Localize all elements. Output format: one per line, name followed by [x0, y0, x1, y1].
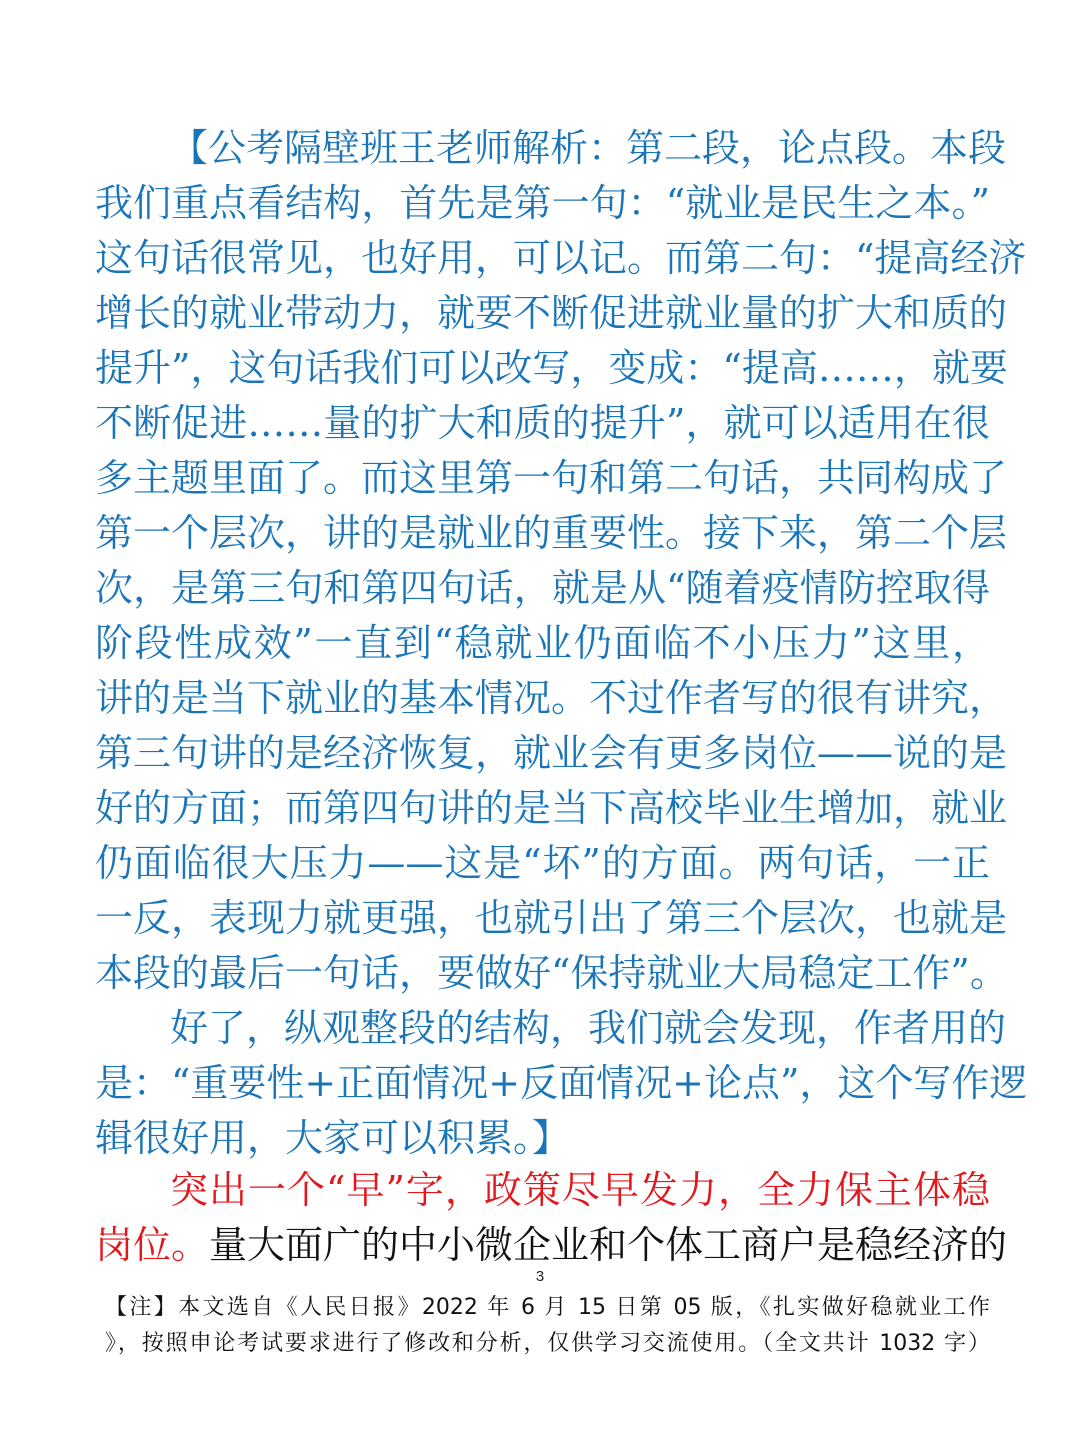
analysis-line: 第一个层次，讲的是就业的重要性。接下来，第二个层 [95, 511, 1008, 555]
body-text: 量大面广的中小微企业和个体工商户是稳经济的 [209, 1223, 1008, 1267]
analysis-line: 这句话很常见，也好用，可以记。而第二句：“提高经济 [95, 236, 1027, 280]
analysis-line: 辑很好用，大家可以积累。】 [95, 1116, 571, 1160]
page-number: 3 [535, 1268, 545, 1285]
analysis-line: 多主题里面了。而这里第一句和第二句话，共同构成了 [95, 456, 1008, 500]
heading-continuation-line [95, 1217, 1008, 1273]
footnote-line: 》，按照申论考试要求进行了修改和分析，仅供学习交流使用。（全文共计 1032 字） [105, 1331, 990, 1356]
analysis-line: 好了，纵观整段的结构，我们就会发现，作者用的 [170, 1006, 1007, 1050]
analysis-line: 仍面临很大压力——这是“坏”的方面。两句话，一正 [95, 841, 990, 885]
analysis-line: 提升”，这句话我们可以改写，变成：“提高……，就要 [95, 346, 1008, 390]
analysis-line: 讲的是当下就业的基本情况。不过作者写的很有讲究， [95, 676, 1008, 720]
analysis-line: 我们重点看结构，首先是第一句：“就业是民生之本。” [95, 181, 990, 225]
analysis-line: 第三句讲的是经济恢复，就业会有更多岗位——说的是 [95, 731, 1008, 775]
analysis-line: 次，是第三句和第四句话，就是从“随着疫情防控取得 [95, 566, 990, 610]
analysis-line: 【公考隔壁班王老师解析：第二段，论点段。本段 [170, 126, 1007, 170]
section-heading-end: 岗位。 [95, 1223, 210, 1267]
analysis-line: 一反，表现力就更强，也就引出了第三个层次，也就是 [95, 896, 1008, 940]
analysis-line: 不断促进……量的扩大和质的提升”，就可以适用在很 [95, 401, 990, 445]
analysis-line: 好的方面；而第四句讲的是当下高校毕业生增加，就业 [95, 786, 1008, 830]
analysis-line: 增长的就业带动力，就要不断促进就业量的扩大和质的 [95, 291, 1008, 335]
footnote-line: 【注】本文选自《人民日报》2022 年 6 月 15 日第 05 版，《扎实做好稳就业工作 [105, 1295, 990, 1320]
analysis-line: 是：“重要性+正面情况+反面情况+论点”，这个写作逻 [95, 1061, 1028, 1105]
analysis-line: 阶段性成效”一直到“稳就业仍面临不小压力”这里， [95, 621, 990, 665]
section-heading: 突出一个“早”字，政策尽早发力，全力保主体稳 [170, 1168, 990, 1212]
analysis-line: 本段的最后一句话，要做好“保持就业大局稳定工作”。 [95, 951, 1008, 995]
